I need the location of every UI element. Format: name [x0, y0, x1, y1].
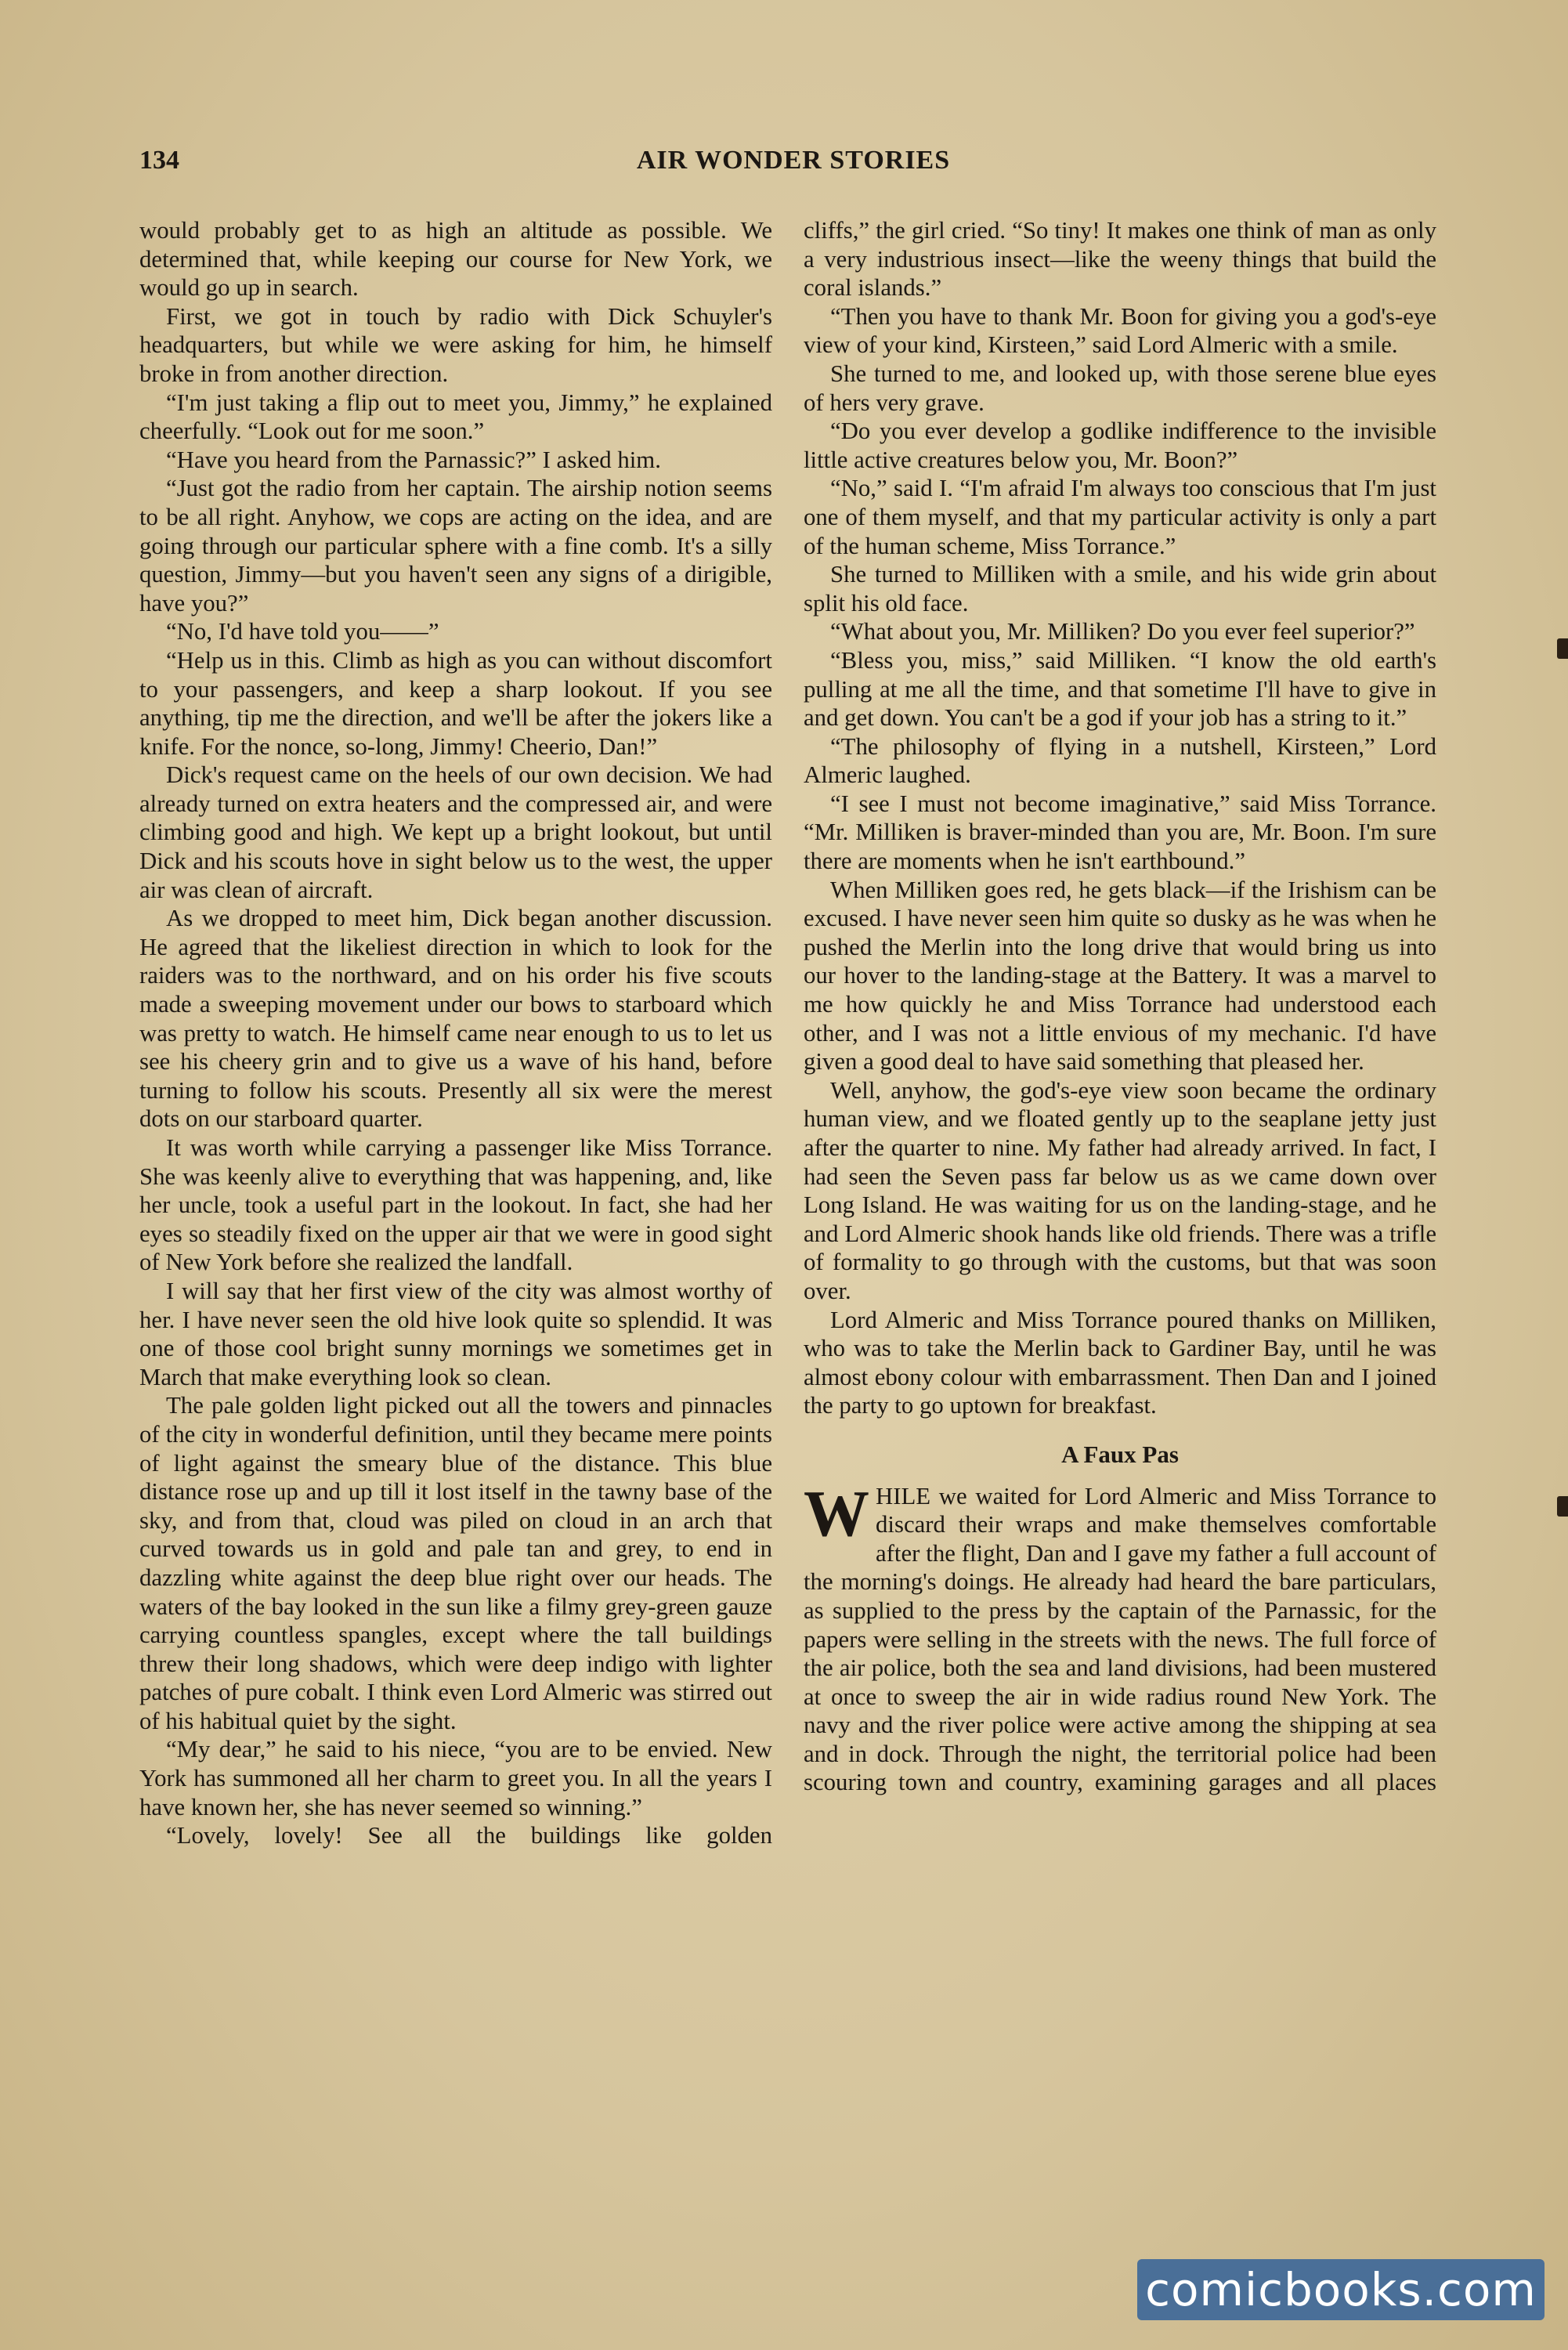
paragraph: “No,” said I. “I'm afraid I'm always too conscious that I'm just one of them myself, and that my particular activity is only a part of the human scheme, Miss Torrance.”	[804, 475, 1436, 559]
paragraph: “Have you heard from the Parnassic?” I asked him.	[166, 446, 661, 473]
paragraph: would probably get to as high an altitude as possible. We determined that, while keeping our course for New York, we would go up in search.	[139, 217, 772, 302]
paragraph: “What about you, Mr. Milliken? Do you ever feel superior?”	[830, 618, 1415, 645]
dropcap-letter: W	[804, 1477, 869, 1550]
paragraph: When Milliken goes red, he gets black—if the Irishism can be excused. I have never seen him quite so dusky as he was when he pushed the Merlin into the long drive that would bring us into our hover to the landing-stage at the Battery. It was a marvel to me how quickly he and Miss Torrance had understood each other, and I was not a little envious of my mechanic. I'd have given a good deal to have said something that pleased her.	[804, 876, 1436, 1076]
paragraph: As we dropped to meet him, Dick began another discussion. He agreed that the likeliest direction in which to look for the raiders was to the northward, and on his order his five scouts made a sweeping movement under our bows to starboard which was pretty to watch. He himself came near enough to us to let us see his cheery grin and to give us a wave of his hand, before turning to follow his scouts. Presently all six were the merest dots on our starboard quarter.	[139, 905, 772, 1133]
paragraph: “Then you have to thank Mr. Boon for giving you a god's-eye view of your kind, Kirsteen,” said Lord Almeric with a smile.	[804, 302, 1436, 359]
paragraph: “The philosophy of flying in a nutshell, Kirsteen,” Lord Almeric laughed.	[804, 732, 1436, 789]
page-number: 134	[139, 146, 179, 175]
binding-mark	[1557, 1496, 1568, 1517]
paragraph: “Just got the radio from her captain. The airship notion seems to be all right. Anyhow, we cops are acting on the idea, and are going through our particular sphere with a fine comb. It's a silly question, Jimmy—but you haven't seen any signs of a dirigible, have you?”	[139, 475, 772, 616]
paragraph: “I see I must not become imaginative,” said Miss Torrance. “Mr. Milliken is braver-minded than you are, Mr. Boon. I'm sure there are moments when he isn't earthbound.”	[804, 790, 1436, 875]
paragraph: “No, I'd have told you——”	[166, 618, 439, 645]
paragraph: “I'm just taking a flip out to meet you, Jimmy,” he explained cheerfully. “Look out for me soon.”	[139, 389, 772, 445]
paragraph: I will say that her first view of the city was almost worthy of her. I have never seen the old hive look quite so splendid. It was one of those cool bright sunny mornings we sometimes get in March that make everything look so clean.	[139, 1277, 772, 1390]
paragraph: “Lovely, lovely! See all the buildings like golden	[166, 1822, 772, 1849]
paragraph: cliffs,” the girl cried. “So tiny! It makes one think of man as only a very industrious insect—like the weeny things that build the coral islands.”	[804, 217, 1436, 302]
dropcap-paragraph	[804, 1477, 1436, 1798]
paragraph: She turned to Milliken with a smile, and his wide grin about split his old face.	[804, 561, 1436, 616]
paragraph: She turned to me, and looked up, with those serene blue eyes of hers very grave.	[804, 360, 1436, 416]
right-column	[804, 216, 1436, 1797]
paragraph: The pale golden light picked out all the towers and pinnacles of the city in wonderful definition, until they became mere points of light against the smeary blue of the distance. This blue distance rose up and up till it lost itself in the tawny base of the sky, and from that, cloud was piled on cloud in an arch that curved towards us in gold and pale tan and grey, to end in dazzling white against the deep blue right over our heads. The waters of the bay looked in the sun like a filmy grey-green gauze carrying countless spangles, except where the tall buildings threw their long shadows, which were deep indigo with lighter patches of pure cobalt. I think even Lord Almeric was stirred out of his habitual quiet by the sight.	[139, 1392, 772, 1734]
paragraph: “Do you ever develop a godlike indifference to the invisible little active creatures below you, Mr. Boon?”	[804, 418, 1436, 473]
running-title: AIR WONDER STORIES	[636, 146, 951, 175]
paragraph: “My dear,” he said to his niece, “you are to be envied. New York has summoned all her charm to greet you. In all the years I have known her, she has never seemed so winning.”	[139, 1736, 772, 1820]
binding-mark	[1557, 638, 1568, 659]
paragraph: It was worth while carrying a passenger like Miss Torrance. She was keenly alive to everything that was happening, and, like her uncle, took a useful part in the lookout. In fact, she had her eyes so steadily fixed on the upper air that we were in good sight of New York before she realized the landfall.	[139, 1134, 772, 1276]
paragraph: “Help us in this. Climb as high as you can without discomfort to your passengers, and keep a sharp lookout. If you see anything, tip me the direction, and we'll be after the jokers like a knife. For the nonce, so-long, Jimmy! Cheerio, Dan!”	[139, 646, 772, 760]
paragraph: Dick's request came on the heels of our own decision. We had already turned on extra heaters and the compressed air, and were climbing good and high. We kept up a bright lookout, but until Dick and his scouts hove in sight below us to the west, the upper air was clean of aircraft.	[139, 761, 772, 903]
section-heading: A Faux Pas	[1061, 1440, 1179, 1468]
paragraph: Lord Almeric and Miss Torrance poured thanks on Milliken, who was to take the Merlin back to Gardiner Bay, until he was almost ebony colour with embarrassment. Then Dan and I joined the party to go uptown for breakfast.	[804, 1306, 1436, 1419]
left-column	[139, 216, 772, 1850]
paragraph: “Bless you, miss,” said Milliken. “I know the old earth's pulling at me all the time, and that sometime I'll have to give in and get down. You can't be a god if your job has a string to it.”	[804, 646, 1436, 732]
dropcap-paragraph-text: HILE we waited for Lord Almeric and Miss Torrance to discard their wraps and make themselves comfortable after the flight, Dan and I gave my father a full account of the morning's doings. He already had heard the bare particulars, as supplied to the press by the captain of the Parnassic, for the papers were selling in the streets with the news. The full force of the air police, both the sea and land divisions, had been mustered at once to sweep the air in wide radius round New York. The navy and the river police were active among the shipping at sea and in dock. Through the night, the territorial police had been scouring town and country, examining garages and all places	[804, 1482, 1436, 1796]
watermark-text: comicbooks.com	[1145, 2263, 1537, 2316]
paragraph: First, we got in touch by radio with Dick Schuyler's headquarters, but while we were asking for him, he himself broke in from another direction.	[139, 302, 772, 387]
page-header	[139, 146, 1447, 185]
paragraph: Well, anyhow, the god's-eye view soon became the ordinary human view, and we floated gently up to the seaplane jetty just after the quarter to nine. My father had already arrived. In fact, I had seen the Seven pass far below us as we came down over Long Island. He was waiting for us on the landing-stage, and he and Lord Almeric shook hands like old friends. There was a trifle of formality to go through with the customs, but that was soon over.	[804, 1076, 1436, 1304]
watermark-logo	[1137, 2259, 1545, 2320]
